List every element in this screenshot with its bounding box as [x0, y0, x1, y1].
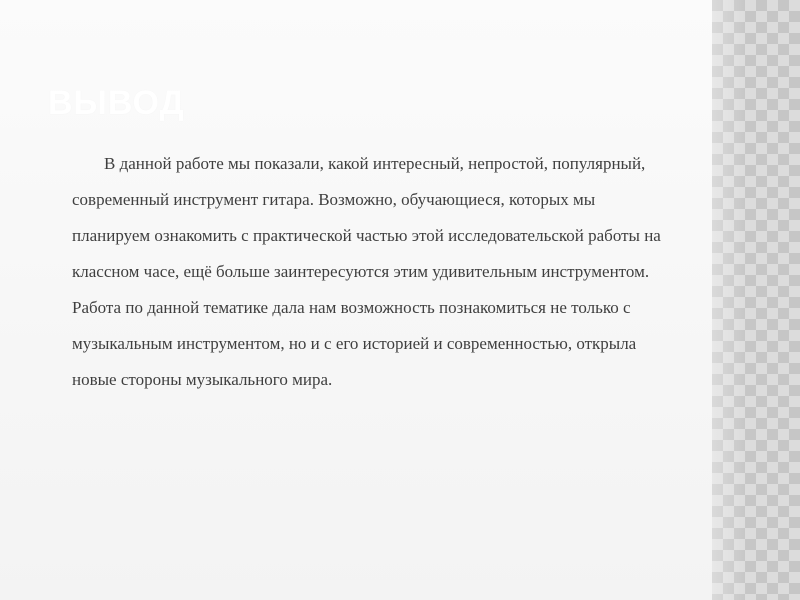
decorative-diamond-strip	[712, 0, 800, 600]
conclusion-paragraph: В данной работе мы показали, какой интересный, непростой, популярный, современный инструмент гитара. Возможно, обучающиеся, которых мы планируем ознакомить с практической частью этой исследовательской работы на классном часе, ещё больше заинтересуются этим удивительным инструментом. Работа по данной тематике дала нам возможность познакомиться не только с музыкальным инструментом, но и с его историей и современностью, открыла новые стороны музыкального мира.	[72, 154, 661, 389]
slide-title: ВЫВОД	[48, 84, 185, 122]
